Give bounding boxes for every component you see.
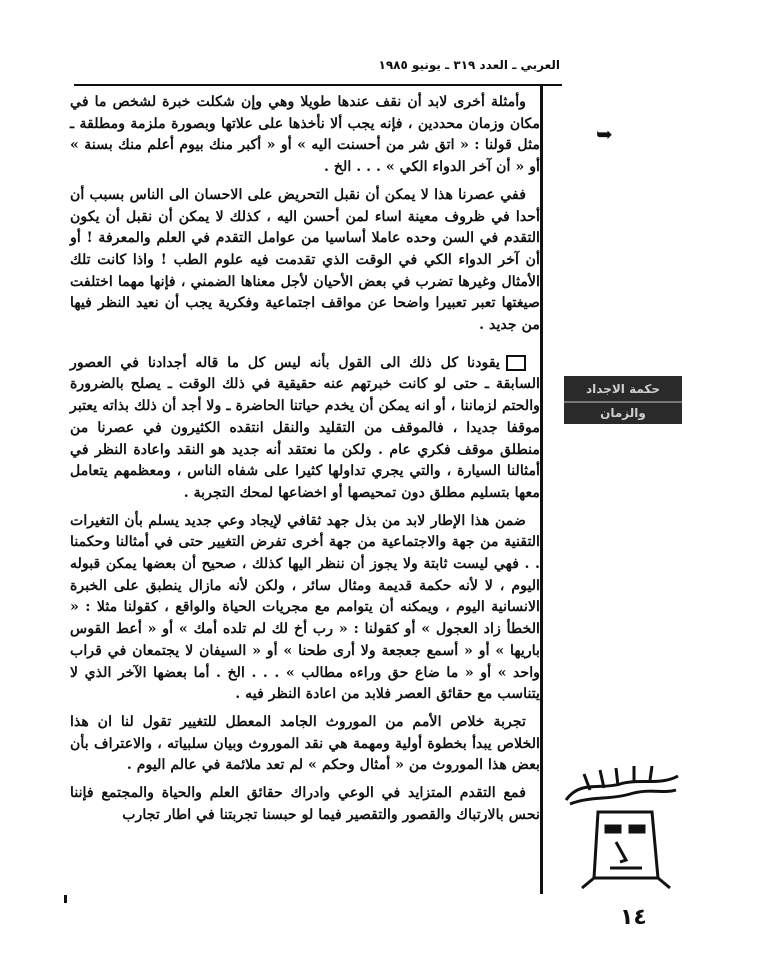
page-number: ١٤ <box>620 905 647 930</box>
margin-arrow-icon: ➥ <box>596 122 613 146</box>
bird-figure-icon <box>566 766 678 804</box>
issue-header: العربي ـ العدد ٣١٩ ـ يونيو ١٩٨٥ <box>378 58 560 72</box>
paragraph-text: يقودنا كل ذلك الى القول بأنه ليس كل ما قاله أجدادنا في العصور السابقة ـ حتى لو كانت خبرتهم عنه حقيقية في ذلك الوقت ـ يصلح بالضرورة والحتم لزماننا ، أو انه يمكن أن يخدم حياتنا الحاضرة ـ ولا أجد أن ذلك بذاته يعتبر موقفا جديدا ، فالموقف من التقليد والنقل انتقده الكثيرون في عصرنا من منطلق موقف فكري عام . ولكن ما نعتقد أنه جديد هو النقد واعادة النظر في أمثالنا السيارة ، والتي يجري تداولها كثيرا على شفاه الناس ، ومعظمهم يتعامل معها بتسليم مطلق دون تمحيصها أو اخضاعها لمحك التجربة . <box>70 354 540 501</box>
paragraph <box>70 353 540 505</box>
paragraph: ففي عصرنا هذا لا يمكن أن نقبل التحريض على الاحسان الى الناس بسبب أن أحدا في ظروف معينة اساء لمن أحسن اليه ، كذلك لا يمكن أن نقبل أن يكون التقدم في السن وحده عاملا أساسيا من عوامل التقدم في العلم والمعرفة ! أو أن آخر الدواء الكي في الوقت الذي تقدمت فيه علوم الطب ! واذا كانت تلك الأمثال وغيرها تضرب في بعض الأحيان لأجل معناها الضمني ، فإنها مهما اختلفت صيغتها تعبر تعبيرا واضحا عن مواقف اجتماعية وفكرية يجب أن نعيد النظر فيها من جديد . <box>70 186 540 334</box>
face-figure-icon <box>582 812 670 888</box>
decorative-illustration <box>560 760 684 890</box>
sidebar-title-line2: والزمان <box>564 401 682 423</box>
column-rule <box>540 84 543 894</box>
paragraph: ضمن هذا الإطار لابد من بذل جهد ثقافي لإيجاد وعي جديد يسلم بأن التغيرات التقنية من جهة والاجتماعية من جهة أخرى تفرض التغيير حتى في أمثالنا وحكمنا . . فهي ليست ثابتة ولا يجوز أن ننظر اليها كذلك ، صحيح أن بعضها يمكن قبوله اليوم ، لا لأنه حكمة قديمة ومثال سائر ، ولكن لأنه مازال ينطبق على الخبرة الانسانية اليوم ، ويمكنه أن يتوامم مع مجريات الحياة والواقع ، كقولنا مثلا : « الخطأ زاد العجول » أو كقولنا : « رب أخ لك لم تلده أمك » أو « أعط القوس باريها » أو « أسمع جعجعة ولا أرى طحنا » أو « السيفان لا يجتمعان في قراب واحد » أو « ما ضاع حق وراءه مطالب » . . . الخ . أما بعضها الآخر الذي لا يتناسب مع حقائق العصر فلابد من اعادة النظر فيه . <box>70 512 540 703</box>
section-gap <box>70 343 540 353</box>
paragraph: تجربة خلاص الأمم من الموروث الجامد المعطل للتغيير تقول لنا ان هذا الخلاص يبدأ بخطوة أولية ومهمة هي نقد الموروث وبيان سلبياته ، والاعتراف بأن بعض هذا الموروث من « أمثال وحكم » لم تعد ملائمة في عالم اليوم . <box>70 713 540 774</box>
sidebar-title-line1: حكمة الاجداد <box>585 382 661 396</box>
sidebar-title-block <box>564 376 682 424</box>
print-speck <box>64 895 67 903</box>
article-body <box>70 92 540 833</box>
header-rule <box>74 84 562 86</box>
section-square-icon <box>506 355 526 371</box>
paragraph: فمع التقدم المتزايد في الوعي وادراك حقائق العلم والحياة والمجتمع فإننا نحس بالارتباك والقصور والتقصير فيما لو حبسنا تجربتنا في اطار تجارب <box>70 785 540 823</box>
paragraph: وأمثلة أخرى لابد أن نقف عندها طويلا وهي وإن شكلت خبرة لشخص ما في مكان وزمان محددين ، فإنه يجب ألا نأخذها على علاتها وبصورة ملزمة ومطلقة ـ مثل قولنا : « اتق شر من أحسنت اليه » أو « أكبر منك بيوم أعلم منك بسنة » أو « أن آخر الدواء الكي » . . . الخ . <box>70 94 540 176</box>
